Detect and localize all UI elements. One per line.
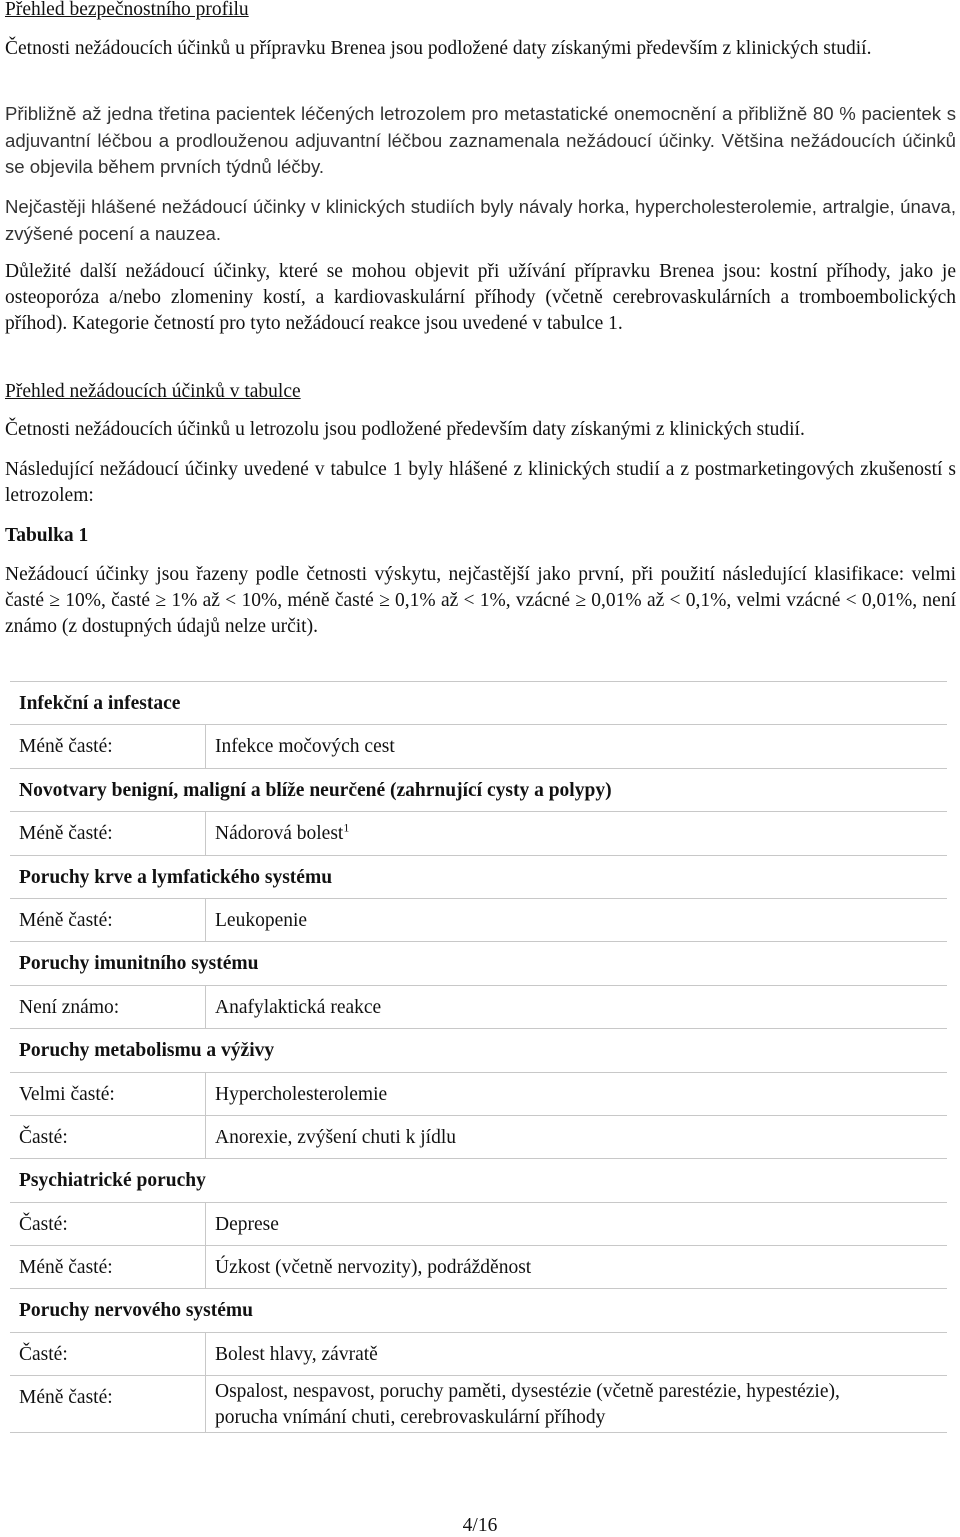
table-frequency-cell: Časté: bbox=[19, 1343, 68, 1365]
table-effect-text: Deprese bbox=[215, 1213, 279, 1235]
table-effect-cell bbox=[215, 909, 307, 933]
table-effect-text: Nádorová bolest bbox=[215, 823, 344, 845]
table-group-label: Poruchy nervového systému bbox=[19, 1300, 253, 1322]
table-frequency-cell: Méně časté: bbox=[19, 736, 113, 758]
table-frequency-cell: Méně časté: bbox=[19, 823, 113, 845]
table-row bbox=[10, 1116, 947, 1159]
table-group-label: Infekční a infestace bbox=[19, 693, 181, 714]
table-column-divider bbox=[205, 1116, 206, 1158]
table-column-divider bbox=[205, 899, 206, 941]
paragraph-most-common-effects: Nejčastěji hlášené nežádoucí účinky v klinických studiích byly návaly horka, hypercholesterolemie, artralgie, únava, zvýšené pocení a nauzea. bbox=[5, 196, 956, 244]
table-frequency-cell: Časté: bbox=[19, 1126, 68, 1148]
table-group-row bbox=[10, 769, 947, 812]
table-effect-cell bbox=[215, 1343, 378, 1367]
table-row bbox=[10, 1376, 947, 1433]
table-effect-cell bbox=[215, 1126, 456, 1150]
paragraph-frequency-source: Četnosti nežádoucích účinků u přípravku Brenea jsou podložené daty získanými především z klinických studií. bbox=[5, 38, 872, 59]
table-frequency-cell: Časté: bbox=[19, 1213, 68, 1235]
table-effect-cell bbox=[215, 1083, 387, 1107]
table-frequency-cell: Méně časté: bbox=[19, 909, 113, 931]
table-frequency-cell: Velmi časté: bbox=[19, 1083, 115, 1105]
table-column-divider bbox=[205, 812, 206, 854]
table-group-label: Poruchy krve a lymfatického systému bbox=[19, 866, 333, 888]
table-row bbox=[10, 1073, 947, 1116]
table-effect-text: Ospalost, nespavost, poruchy paměti, dysestézie (včetně parestézie, hypestézie), porucha vnímání chuti, cerebrovaskulární příhody bbox=[215, 1381, 840, 1429]
paragraph-frequency-classification: Nežádoucí účinky jsou řazeny podle četnosti výskytu, nejčastější jako první, při použití následující klasifikace: velmi časté ≥ 10%, časté ≥ 1% až < 10%, méně časté ≥ 0,1% až < 1%, vzácné ≥ 0,01% až < 0,1%, velmi vzácné < 0,01%, není známo (z dostupných údajů nelze určit). bbox=[5, 564, 956, 637]
table-column-divider bbox=[205, 1203, 206, 1245]
table-effect-cell bbox=[215, 1213, 279, 1237]
table-group-row bbox=[10, 942, 947, 985]
table-effect-text: Hypercholesterolemie bbox=[215, 1083, 388, 1105]
table-group-label: Poruchy imunitního systému bbox=[19, 953, 259, 975]
table-effect-text: Anorexie, zvýšení chuti k jídlu bbox=[215, 1126, 456, 1148]
table-effect-cell bbox=[215, 822, 349, 846]
table-column-divider bbox=[205, 1333, 206, 1375]
table-row bbox=[10, 1203, 947, 1246]
table-effect-text: Anafylaktická reakce bbox=[215, 996, 382, 1018]
table-row bbox=[10, 899, 947, 942]
table-column-divider bbox=[205, 1376, 206, 1432]
section-heading-safety-profile: Přehled bezpečnostního profilu bbox=[5, 0, 249, 20]
table-group-row bbox=[10, 1029, 947, 1072]
table-row bbox=[10, 986, 947, 1029]
table-effect-cell bbox=[215, 996, 381, 1020]
table-effect-text: Úzkost (včetně nervozity), podrážděnost bbox=[215, 1257, 532, 1279]
footnote-marker: 1 bbox=[343, 820, 350, 835]
table-row bbox=[10, 725, 947, 768]
table-effect-text: Leukopenie bbox=[215, 909, 308, 931]
paragraph-letrozole-frequencies: Četnosti nežádoucích účinků u letrozolu jsou podložené především daty získanými z klinických studií. bbox=[5, 419, 805, 440]
table-column-divider bbox=[205, 725, 206, 767]
table-row bbox=[10, 1333, 947, 1376]
table-title: Tabulka 1 bbox=[5, 525, 89, 546]
table-group-row bbox=[10, 1159, 947, 1202]
table-column-divider bbox=[205, 986, 206, 1028]
paragraph-adverse-overview: Přibližně až jedna třetina pacientek léčených letrozolem pro metastatické onemocnění a přibližně 80 % pacientek s adjuvantní léčbou a prodlouženou adjuvantní léčbou zaznamenala nežádoucí účinky. Většina nežádoucích účinků se objevila během prvních týdnů léčby. bbox=[5, 103, 956, 177]
table-group-row bbox=[10, 682, 947, 725]
section-heading-table-overview: Přehled nežádoucích účinků v tabulce bbox=[5, 381, 301, 402]
table-row bbox=[10, 812, 947, 855]
paragraph-important-effects: Důležité další nežádoucí účinky, které se mohou objevit při užívání přípravku Brenea jsou: kostní příhody, jako je osteoporóza a/nebo zlomeniny kostí, a kardiovaskulární příhody (včetně cerebrovaskulárních a tromboembolických příhod). Kategorie četností pro tyto nežádoucí reakce jsou uvedené v tabulce 1. bbox=[5, 261, 956, 334]
table-effect-text: Infekce močových cest bbox=[215, 736, 395, 758]
table-effect-cell bbox=[215, 1379, 875, 1431]
table-effect-cell bbox=[215, 735, 395, 759]
paragraph-listed-effects: Následující nežádoucí účinky uvedené v tabulce 1 byly hlášené z klinických studií a z postmarketingových zkušeností s letrozolem: bbox=[5, 459, 956, 506]
table-group-label: Psychiatrické poruchy bbox=[19, 1170, 206, 1192]
table-group-label: Novotvary benigní, maligní a blíže neurčené (zahrnující cysty a polypy) bbox=[19, 779, 612, 801]
adverse-effects-table bbox=[10, 681, 947, 1433]
table-column-divider bbox=[205, 1073, 206, 1115]
table-effect-text: Bolest hlavy, závratě bbox=[215, 1343, 378, 1365]
table-effect-cell bbox=[215, 1256, 531, 1280]
table-group-row bbox=[10, 856, 947, 899]
table-row bbox=[10, 1246, 947, 1289]
table-frequency-cell: Méně časté: bbox=[19, 1257, 113, 1279]
table-frequency-cell: Méně časté: bbox=[19, 1387, 113, 1409]
table-frequency-cell: Není známo: bbox=[19, 996, 120, 1018]
table-group-label: Poruchy metabolismu a výživy bbox=[19, 1040, 275, 1062]
table-column-divider bbox=[205, 1246, 206, 1288]
page-number: 4/16 bbox=[462, 1515, 498, 1536]
table-group-row bbox=[10, 1289, 947, 1332]
